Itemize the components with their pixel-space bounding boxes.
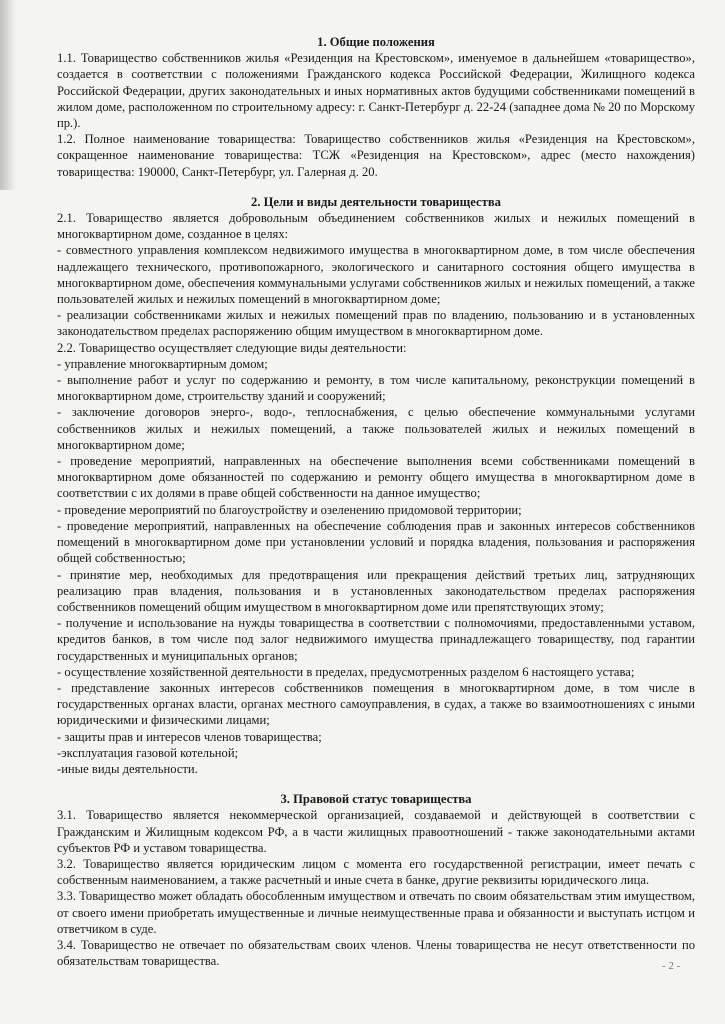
paragraph: - заключение договоров энерго-, водо-, теплоснабжения, с целью обеспечение коммунальными услугами собственников жилых и нежилых помещений, а также пользователей жилых и нежилых помещений в многоквартирном доме; — [57, 405, 695, 452]
paragraph: -иные виды деятельности. — [57, 761, 198, 776]
paragraph: 3.3. Товарищество может обладать обособленным имуществом и отвечать по своим обязательствам этим имуществом, от своего имени приобретать имущественные и личные неимущественные права и обязанности и выступать истцом и ответчиком в суде. — [57, 889, 695, 936]
paragraph: - представление законных интересов собственников помещения в многоквартирном доме, в том числе в государственных органах власти, органах местного самоуправления, в судах, а также во взаимоотношениях с иными юридическими и физическими лицами; — [57, 680, 695, 728]
paragraph: - реализации собственниками жилых и нежилых помещений прав по владению, пользованию и в установленных законодательством пределах распоряжению общим имуществом в многоквартирном доме. — [57, 308, 695, 339]
paragraph: -эксплуатация газовой котельной; — [57, 745, 239, 760]
section-title: 2. Цели и виды деятельности товарищества — [251, 194, 501, 209]
paragraph: 1.2. Полное наименование товарищества: Товарищество собственников жилья «Резиденция на Крестовском», сокращенное наименование товарищества: ТСЖ «Резиденция на Крестовском», адрес (место нахождения) товарищества: 190000, Санкт-Петербург, ул. Галерная д. 20. — [57, 132, 695, 179]
paragraph: - управление многоквартирным домом; — [57, 356, 268, 371]
document-page — [57, 34, 695, 983]
paragraph: 3.1. Товарищество является некоммерческой организацией, создаваемой и действующей в соответствии с Гражданским и Жилищным кодексом РФ, а в части жилищных правоотношений - также законодательными актами субъектов РФ и уставом товарищества. — [57, 808, 695, 855]
paragraph: - получение и использование на нужды товарищества в соответствии с полномочиями, предоставленными уставом, кредитов банков, в том числе под залог недвижимого имущества принадлежащего товариществу, под гарантии государственных и муниципальных органов; — [57, 616, 695, 663]
page-number: - 2 - — [662, 960, 681, 972]
paragraph: - осуществление хозяйственной деятельности в пределах, предусмотренных разделом 6 настоящего устава; — [57, 664, 635, 679]
paragraph: 1.1. Товарищество собственников жилья «Резиденция на Крестовском», именуемое в дальнейшем «товарищество», создается в соответствии с положениями Гражданского кодекса Российской Федерации, Жилищного кодекса Российской Федерации, других законодательных и иных нормативных актов будущими собственниками помещений в жилом доме, расположенном по строительному адресу: г. Санкт-Петербург д. 22-24 (западнее дома № 20 по Морскому пр.). — [57, 51, 695, 131]
section-legal-status — [57, 791, 695, 969]
paragraph: - проведение мероприятий, направленных на обеспечение соблюдения прав и законных интересов собственников помещений в многоквартирном доме при установлении условий и порядка владения, пользования и распоряжения общей собственностью; — [57, 518, 695, 566]
paragraph: - проведение мероприятий, направленных на обеспечение выполнения всеми собственниками помещений в многоквартирном доме обязанностей по содержанию и ремонту общего имущества в многоквартирном доме в соответствии с их долями в праве общей собственности на данное имущество; — [57, 454, 695, 501]
section-title: 1. Общие положения — [317, 35, 435, 49]
section-general — [57, 34, 695, 180]
paragraph: 3.4. Товарищество не отвечает по обязательствам своих членов. Члены товарищества не несут ответственности по обязательствам товарищества. — [57, 937, 695, 969]
paragraph: - защиты прав и интересов членов товарищества; — [57, 729, 322, 744]
paragraph: - принятие мер, необходимых для предотвращения или прекращения действий третьих лиц, затрудняющих реализацию прав владения, пользования и в установленных законодательством пределах распоряжения собственников помещений общим имуществом в многоквартирном доме или препятствующих этому; — [57, 567, 695, 614]
paragraph: - выполнение работ и услуг по содержанию и ремонту, в том числе капитальному, реконструкции помещений в многоквартирном доме, строительству зданий и сооружений; — [57, 373, 695, 404]
paragraph: 2.2. Товарищество осуществляет следующие виды деятельности: — [57, 340, 407, 355]
paragraph: 2.1. Товарищество является добровольным объединением собственников жилых и нежилых помещений в многоквартирном доме, созданное в целях: — [57, 211, 695, 242]
section-goals — [57, 194, 695, 777]
paragraph: - совместного управления комплексом недвижимого имущества в многоквартирном доме, в том числе обеспечения надлежащего технического, противопожарного, экологического и санитарного состояния общего имущества в многоквартирном доме, обеспечения коммунальными услугами собственников жилых и нежилых помещений, а также пользователей жилых и нежилых помещений в многоквартирном доме; — [57, 243, 695, 307]
paragraph: 3.2. Товарищество является юридическим лицом с момента его государственной регистрации, имеет печать с собственным наименованием, а также расчетный и иные счета в банке, другие реквизиты юридического лица. — [57, 856, 695, 888]
scan-shadow — [0, 0, 16, 190]
paragraph: - проведение мероприятий по благоустройству и озеленению придомовой территории; — [57, 502, 522, 517]
section-title: 3. Правовой статус товарищества — [280, 792, 472, 807]
